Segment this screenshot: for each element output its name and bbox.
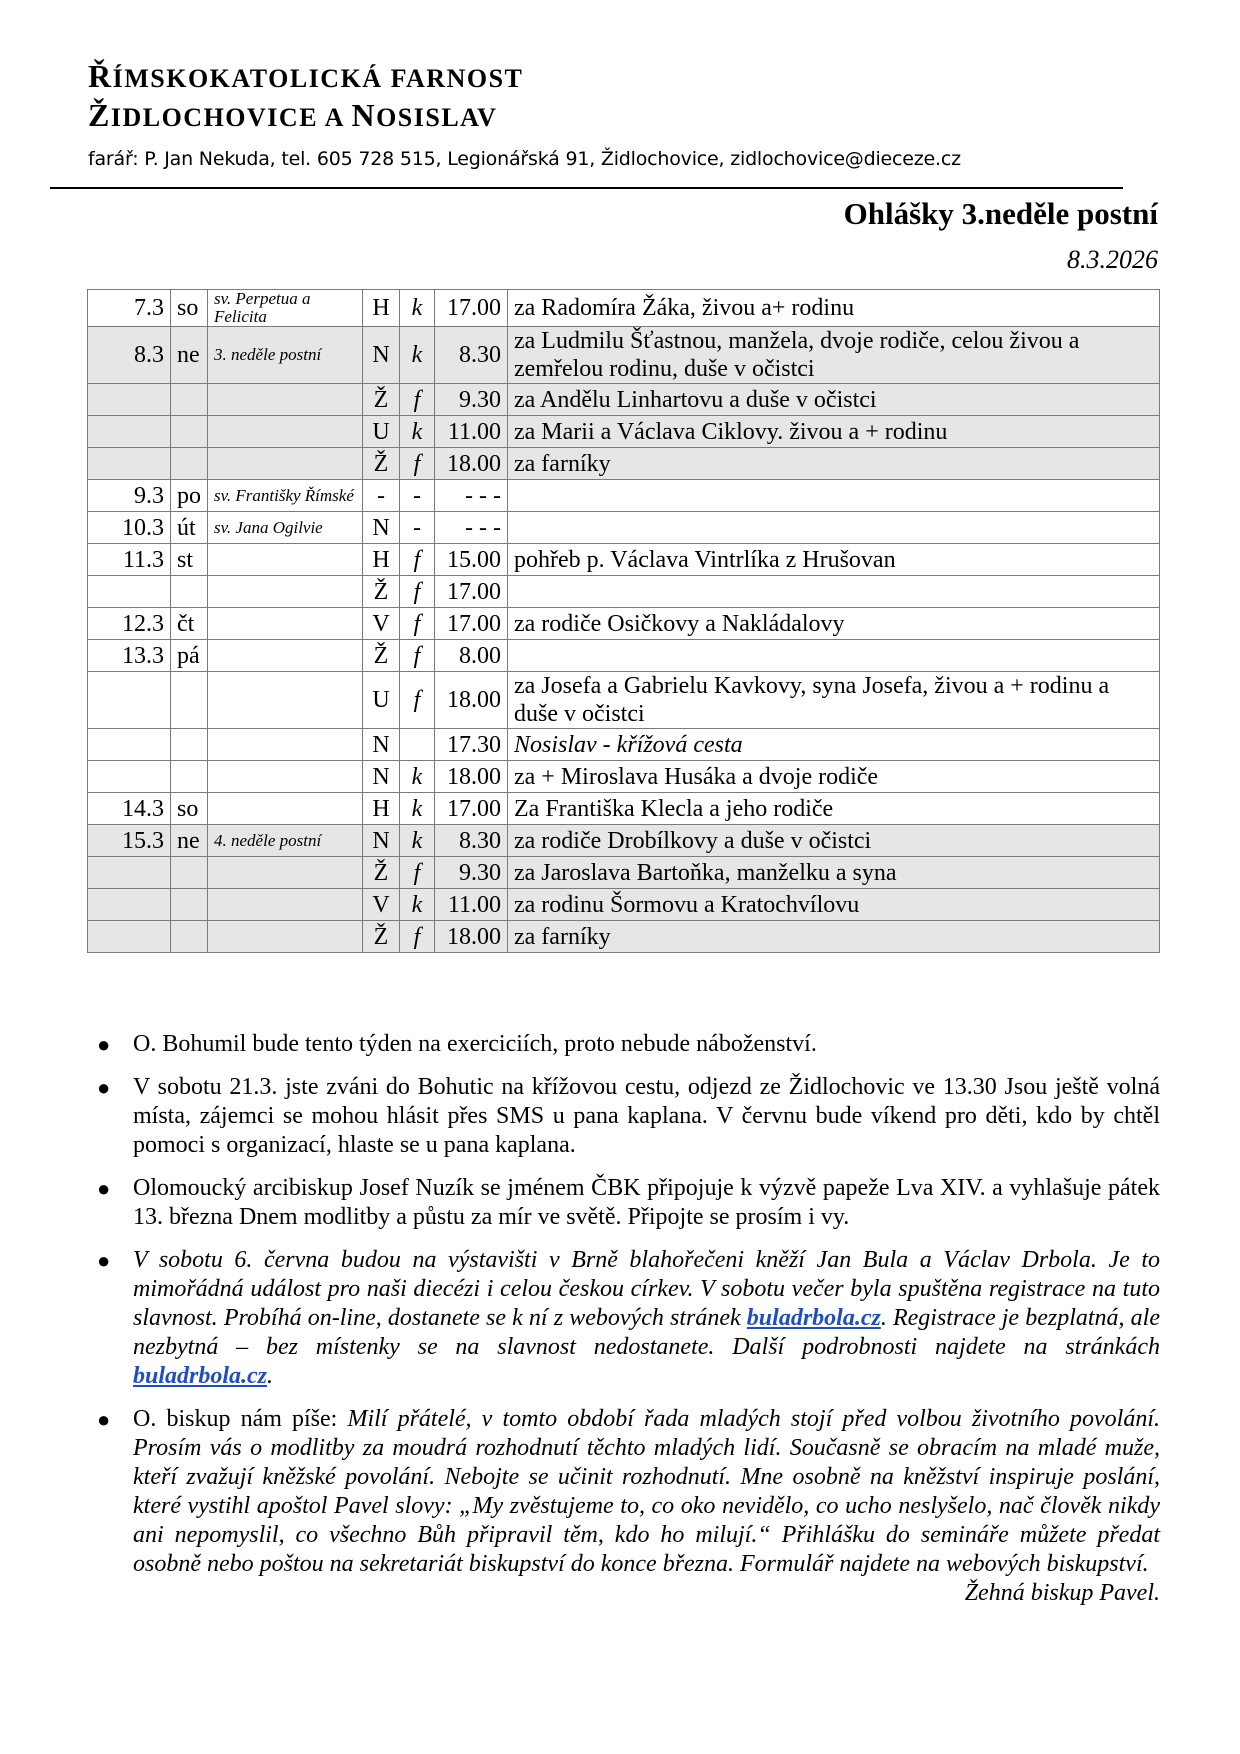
- cell-day: [171, 889, 208, 921]
- schedule-row: [88, 825, 1160, 857]
- cell-day: so: [171, 290, 208, 327]
- schedule-row: [88, 416, 1160, 448]
- cell-mass-type: k: [400, 793, 435, 825]
- announcement-text: V sobotu 21.3. jste zváni do Bohutic na křížovou cestu, odjezd ze Židlochovic ve 13.30 Jsou ještě volná místa, zájemci se mohou hlásit přes SMS u pana kaplana. V červnu bude víkend pro děti, kdo by chtěl pomoci s organizací, hlaste se u pana kaplana.: [133, 1074, 1160, 1158]
- cell-place: H: [363, 290, 400, 327]
- cell-place: H: [363, 544, 400, 576]
- cell-date: [88, 729, 171, 761]
- parish-name-line1: [88, 58, 961, 97]
- cell-feast: [208, 889, 363, 921]
- cell-mass-type: k: [400, 327, 435, 384]
- buladrbola-link[interactable]: buladrbola.cz: [133, 1363, 268, 1389]
- announcements-list: [87, 1030, 1160, 1622]
- cell-intention: za Radomíra Žáka, živou a+ rodinu: [508, 290, 1160, 327]
- cell-mass-type: -: [400, 480, 435, 512]
- announcement-item: [87, 1246, 1160, 1391]
- cell-day: [171, 416, 208, 448]
- cell-day: čt: [171, 608, 208, 640]
- cell-place: N: [363, 761, 400, 793]
- cell-day: út: [171, 512, 208, 544]
- cell-place: N: [363, 729, 400, 761]
- cell-feast: [208, 608, 363, 640]
- announcement-item: [87, 1174, 1160, 1232]
- cell-date: [88, 448, 171, 480]
- cell-place: N: [363, 327, 400, 384]
- schedule-row: [88, 672, 1160, 729]
- cell-place: Ž: [363, 640, 400, 672]
- cell-feast: sv. Perpetua a Felicita: [208, 290, 363, 327]
- announcement-text: Olomoucký arcibiskup Josef Nuzík se jménem ČBK připojuje k výzvě papeže Lva XIV. a vyhlašuje pátek 13. března Dnem modlitby a půstu za mír ve světě. Připojte se prosím i vy.: [133, 1175, 1160, 1230]
- schedule-row: [88, 327, 1160, 384]
- cell-mass-type: f: [400, 576, 435, 608]
- announcement-item: [87, 1030, 1160, 1059]
- contact-line: farář: P. Jan Nekuda, tel. 605 728 515, Legionářská 91, Židlochovice, zidlochovice@dieceze.cz: [88, 148, 961, 170]
- buladrbola-link[interactable]: buladrbola.cz: [746, 1305, 881, 1331]
- cell-feast: sv. Františky Římské: [208, 480, 363, 512]
- cell-day: [171, 448, 208, 480]
- schedule-row: [88, 921, 1160, 953]
- cell-place: V: [363, 889, 400, 921]
- schedule-row: [88, 729, 1160, 761]
- cell-date: 7.3: [88, 290, 171, 327]
- cell-date: 12.3: [88, 608, 171, 640]
- bullet-icon: ●: [97, 1248, 111, 1273]
- cell-feast: [208, 416, 363, 448]
- cell-time: - - -: [435, 512, 508, 544]
- parish-name-rest: OSISLAV: [376, 103, 498, 132]
- cell-place: Ž: [363, 576, 400, 608]
- schedule-row: [88, 640, 1160, 672]
- cell-intention: za rodinu Šormovu a Kratochvílovu: [508, 889, 1160, 921]
- cell-intention: za farníky: [508, 448, 1160, 480]
- cell-intention: pohřeb p. Václava Vintrlíka z Hrušovan: [508, 544, 1160, 576]
- announcement-text: O. biskup nám píše:: [133, 1406, 348, 1432]
- cell-time: - - -: [435, 480, 508, 512]
- bullet-icon: ●: [97, 1032, 111, 1057]
- cell-date: 15.3: [88, 825, 171, 857]
- mass-schedule-table: [87, 289, 1160, 953]
- cell-date: [88, 384, 171, 416]
- cell-mass-type: f: [400, 640, 435, 672]
- cell-intention: za Josefa a Gabrielu Kavkovy, syna Josefa, živou a + rodinu a duše v očistci: [508, 672, 1160, 729]
- cell-feast: 4. neděle postní: [208, 825, 363, 857]
- cell-feast: [208, 576, 363, 608]
- bishop-signature: Žehná biskup Pavel.: [964, 1580, 1160, 1606]
- cell-date: [88, 672, 171, 729]
- page-title: Ohlášky 3.neděle postní: [843, 196, 1158, 231]
- initial: N: [351, 97, 377, 133]
- cell-mass-type: -: [400, 512, 435, 544]
- cell-date: 13.3: [88, 640, 171, 672]
- cell-feast: [208, 761, 363, 793]
- cell-place: U: [363, 416, 400, 448]
- schedule-row: [88, 857, 1160, 889]
- cell-date: 11.3: [88, 544, 171, 576]
- cell-feast: [208, 544, 363, 576]
- cell-mass-type: k: [400, 290, 435, 327]
- schedule-row: [88, 889, 1160, 921]
- cell-feast: [208, 729, 363, 761]
- cell-date: [88, 576, 171, 608]
- cell-mass-type: f: [400, 672, 435, 729]
- cell-intention: za Ludmilu Šťastnou, manžela, dvoje rodiče, celou živou a zemřelou rodinu, duše v očistci: [508, 327, 1160, 384]
- cell-place: Ž: [363, 448, 400, 480]
- announcement-item: [87, 1073, 1160, 1160]
- schedule-row: [88, 761, 1160, 793]
- cell-intention: za rodiče Drobílkovy a duše v očistci: [508, 825, 1160, 857]
- cell-date: 14.3: [88, 793, 171, 825]
- header-divider: [50, 187, 1123, 189]
- cell-date: 9.3: [88, 480, 171, 512]
- schedule-row: [88, 608, 1160, 640]
- cell-day: po: [171, 480, 208, 512]
- cell-time: 18.00: [435, 672, 508, 729]
- schedule-row: [88, 448, 1160, 480]
- cell-intention: [508, 480, 1160, 512]
- cell-day: [171, 576, 208, 608]
- cell-mass-type: f: [400, 384, 435, 416]
- cell-date: [88, 857, 171, 889]
- cell-time: 9.30: [435, 384, 508, 416]
- cell-feast: [208, 448, 363, 480]
- cell-place: U: [363, 672, 400, 729]
- schedule-row: [88, 384, 1160, 416]
- cell-place: V: [363, 608, 400, 640]
- cell-feast: [208, 921, 363, 953]
- cell-intention: za Andělu Linhartovu a duše v očistci: [508, 384, 1160, 416]
- cell-feast: [208, 384, 363, 416]
- schedule-row: [88, 512, 1160, 544]
- cell-mass-type: k: [400, 889, 435, 921]
- cell-feast: 3. neděle postní: [208, 327, 363, 384]
- cell-day: [171, 729, 208, 761]
- cell-day: [171, 384, 208, 416]
- cell-day: [171, 857, 208, 889]
- bullet-icon: ●: [97, 1407, 111, 1432]
- cell-date: 8.3: [88, 327, 171, 384]
- cell-time: 18.00: [435, 761, 508, 793]
- cell-place: H: [363, 793, 400, 825]
- initial: Ž: [88, 97, 111, 133]
- cell-date: [88, 889, 171, 921]
- cell-mass-type: f: [400, 921, 435, 953]
- cell-time: 8.30: [435, 327, 508, 384]
- cell-time: 17.00: [435, 608, 508, 640]
- announcement-text: .: [267, 1363, 274, 1389]
- parish-name-line2: [88, 97, 961, 136]
- cell-time: 9.30: [435, 857, 508, 889]
- cell-mass-type: f: [400, 608, 435, 640]
- cell-time: 8.00: [435, 640, 508, 672]
- cell-time: 17.30: [435, 729, 508, 761]
- cell-time: 17.00: [435, 793, 508, 825]
- cell-date: [88, 761, 171, 793]
- cell-intention: [508, 640, 1160, 672]
- cell-feast: sv. Jana Ogilvie: [208, 512, 363, 544]
- cell-day: pá: [171, 640, 208, 672]
- cell-intention: [508, 512, 1160, 544]
- bishop-letter-text: Milí přátelé, v tomto období řada mladých stojí před volbou životního povolání. Prosím vás o modlitby za moudrá rozhodnutí těchto mladých lidí. Současně se obracím na mladé muže, kteří zvažují kněžské povolání. Nebojte se učinit rozhodnutí. Mne osobně na kněžství inspiruje poslání, které vystihl apoštol Pavel slovy: „My zvěstujeme to, co oko nevidělo, co ucho neslyšelo, nač člověk nikdy ani nepomyslil, co všechno Bůh připravil těm, kdo ho milují.“ Přihlášku do semináře můžete předat osobně nebo poštou na sekretariát biskupství do konce března. Formulář najdete na webových biskupství.: [133, 1406, 1161, 1577]
- cell-date: [88, 921, 171, 953]
- cell-feast: [208, 640, 363, 672]
- cell-time: 18.00: [435, 921, 508, 953]
- cell-intention: za farníky: [508, 921, 1160, 953]
- schedule-row: [88, 480, 1160, 512]
- cell-intention: Za Františka Klecla a jeho rodiče: [508, 793, 1160, 825]
- cell-time: 17.00: [435, 576, 508, 608]
- cell-time: 11.00: [435, 416, 508, 448]
- cell-time: 18.00: [435, 448, 508, 480]
- cell-time: 8.30: [435, 825, 508, 857]
- bullet-icon: ●: [97, 1176, 111, 1201]
- cell-place: Ž: [363, 857, 400, 889]
- initial: Ř: [88, 58, 113, 94]
- cell-date: 10.3: [88, 512, 171, 544]
- cell-day: ne: [171, 327, 208, 384]
- schedule-row: [88, 544, 1160, 576]
- parish-name-rest: IDLOCHOVICE A: [110, 103, 352, 132]
- schedule-row: [88, 290, 1160, 327]
- cell-mass-type: k: [400, 416, 435, 448]
- cell-mass-type: f: [400, 448, 435, 480]
- cell-time: 11.00: [435, 889, 508, 921]
- cell-place: -: [363, 480, 400, 512]
- parish-name-rest: ÍMSKOKATOLICKÁ FARNOST: [112, 64, 524, 93]
- cell-feast: [208, 793, 363, 825]
- cell-intention: za Jaroslava Bartoňka, manželku a syna: [508, 857, 1160, 889]
- cell-intention: [508, 576, 1160, 608]
- cell-place: Ž: [363, 384, 400, 416]
- cell-mass-type: k: [400, 825, 435, 857]
- announcement-text: V sobotu 6. června budou na výstavišti v Brně blahořečeni kněží Jan Bula a Václav Drbola. Je to mimořádná událost pro naši diecézi i celou českou církev. V sobotu večer byla spuštěna registrace na tuto slavnost. Probíhá on-line, dostanete se k ní z webových stránek: [133, 1247, 1160, 1331]
- cell-date: [88, 416, 171, 448]
- cell-day: [171, 672, 208, 729]
- cell-intention: za Marii a Václava Ciklovy. živou a + rodinu: [508, 416, 1160, 448]
- cell-mass-type: k: [400, 761, 435, 793]
- cell-mass-type: [400, 729, 435, 761]
- cell-mass-type: f: [400, 857, 435, 889]
- cell-intention: za rodiče Osičkovy a Nakládalovy: [508, 608, 1160, 640]
- cell-day: ne: [171, 825, 208, 857]
- cell-intention: za + Miroslava Husáka a dvoje rodiče: [508, 761, 1160, 793]
- cell-mass-type: f: [400, 544, 435, 576]
- cell-place: N: [363, 512, 400, 544]
- announcement-item: [87, 1405, 1160, 1608]
- cell-feast: [208, 857, 363, 889]
- announcement-text: O. Bohumil bude tento týden na exerciciích, proto nebude náboženství.: [133, 1031, 817, 1057]
- cell-place: N: [363, 825, 400, 857]
- document-date: 8.3.2026: [1067, 245, 1158, 274]
- cell-place: Ž: [363, 921, 400, 953]
- announcement-text: . Registrace je bezplatná, ale nezbytná – bez místenky se na slavnost nedostanete. Další podrobnosti najdete na stránkách: [133, 1305, 1160, 1360]
- cell-day: [171, 921, 208, 953]
- cell-day: st: [171, 544, 208, 576]
- bullet-icon: ●: [97, 1075, 111, 1100]
- cell-day: so: [171, 793, 208, 825]
- cell-feast: [208, 672, 363, 729]
- cell-intention: Nosislav - křížová cesta: [508, 729, 1160, 761]
- cell-time: 17.00: [435, 290, 508, 327]
- schedule-row: [88, 576, 1160, 608]
- cell-day: [171, 761, 208, 793]
- parish-header: [88, 58, 961, 170]
- schedule-row: [88, 793, 1160, 825]
- cell-time: 15.00: [435, 544, 508, 576]
